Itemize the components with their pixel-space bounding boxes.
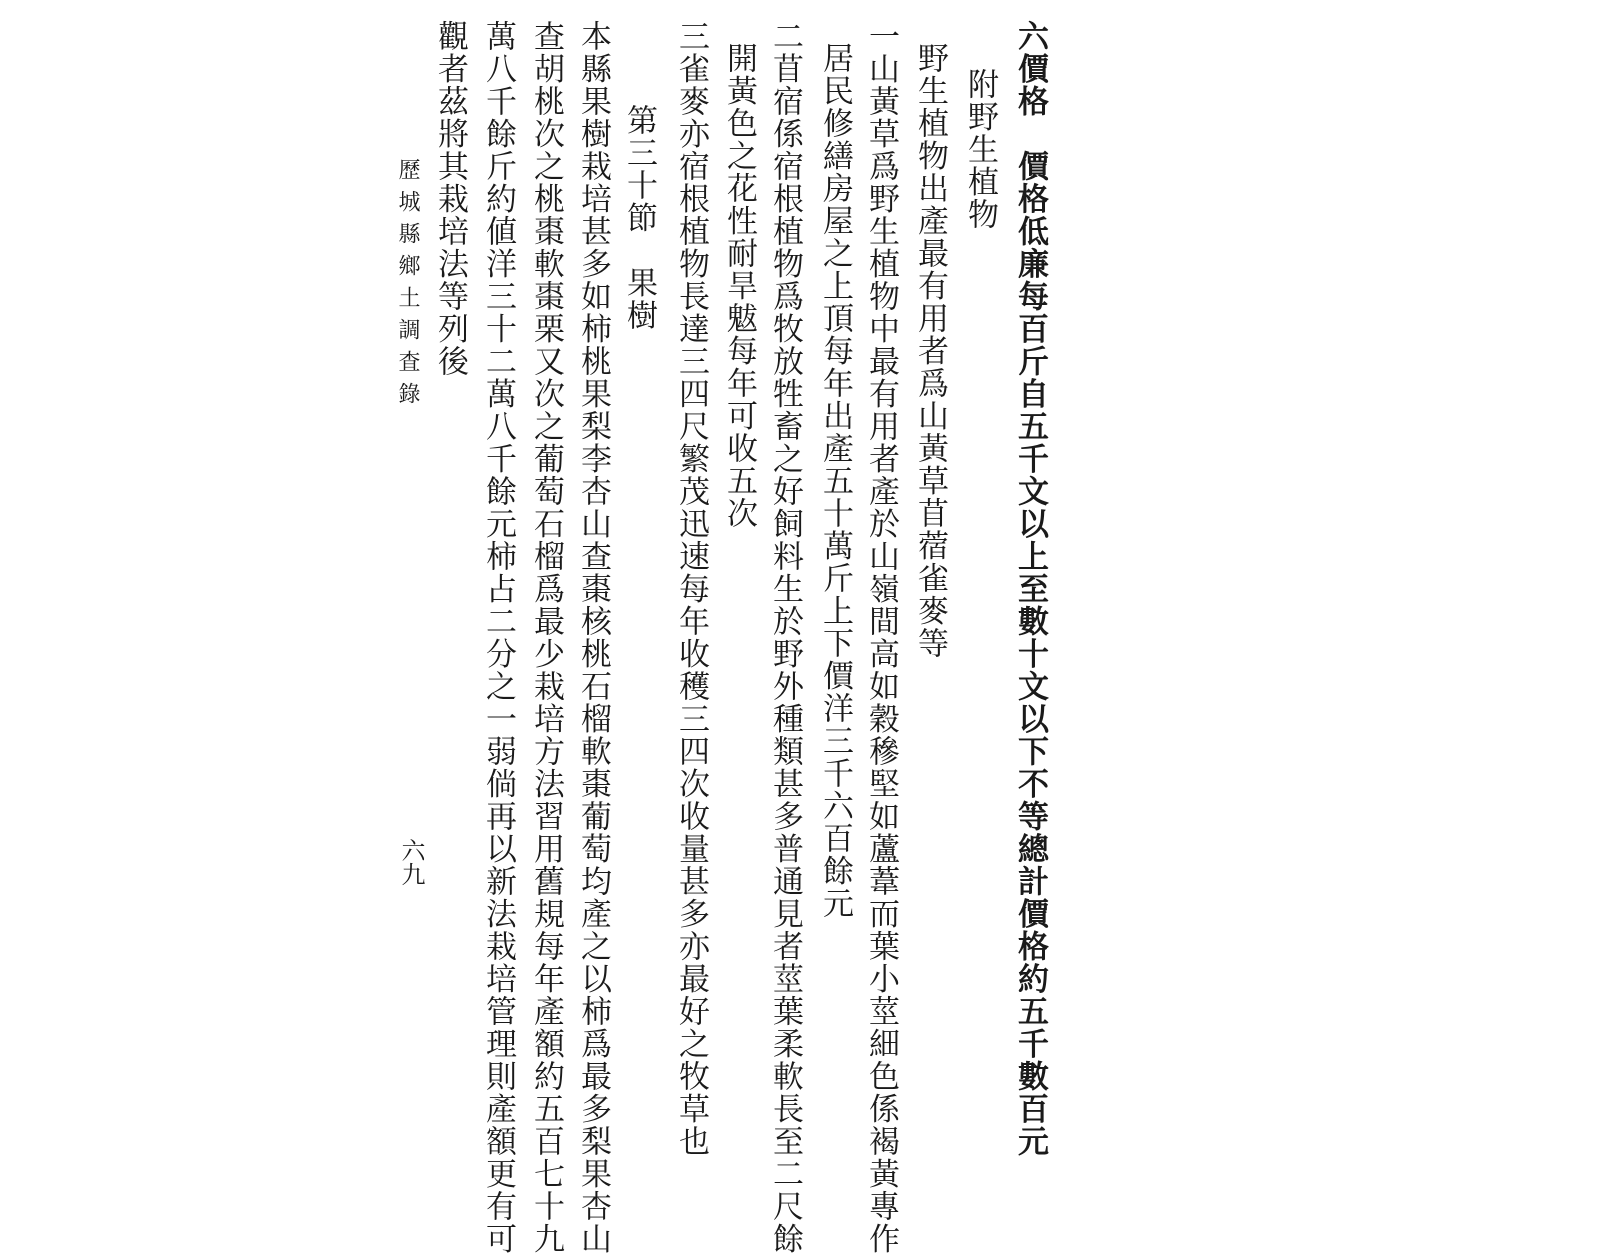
text-column-fruit-1: 本縣果樹栽培甚多如柿桃果梨李杏山查棗核桃石榴軟棗葡萄均產之以柿爲最多梨果杏山 [575,20,611,1255]
section-heading-fruit-trees: 第三十節 果樹 [621,104,657,332]
text-column-shanhuangcao: 一山黃草爲野生植物中最有用者產於山嶺間高如穀穇堅如蘆葦而葉小莖細色係褐黃專作 [863,20,899,1255]
text-column-wild-plants-intro: 野生植物出產最有用者爲山黃草苜蓿雀麥等 [912,42,948,660]
text-column-shanhuangcao-cont: 居民修繕房屋之上頂每年出產五十萬斤上下價洋三千六百餘元 [817,42,853,920]
text-column-fruit-3: 萬八千餘斤約値洋三十二萬八千餘元柿占二分之一弱倘再以新法栽培管理則產額更有可 [480,20,516,1255]
book-title-footer: 歷城縣鄉土調査錄 [395,158,420,414]
text-column-fruit-2: 查胡桃次之桃棗軟棗栗又次之葡萄石榴爲最少栽培方法習用舊規每年產額約五百七十九 [528,20,564,1255]
text-column-fruit-4: 觀者茲將其栽培法等列後 [432,20,468,378]
text-column-appendix-heading: 附野生植物 [962,68,998,231]
text-column-muxu-cont: 開黃色之花性耐旱魃每年可收五次 [721,42,757,530]
text-column-price: 六價格 價格低廉每百斤自五千文以上至數十文以下不等總計價格約五千數百元 [1012,20,1048,1158]
text-column-quemai: 三雀麥亦宿根植物長達三四尺繁茂迅速每年收穫三四次收量甚多亦最好之牧草也 [673,20,709,1158]
text-column-muxu: 二苜宿係宿根植物爲牧放牲畜之好飼料生於野外種類甚多普通見者莖葉柔軟長至二尺餘 [767,20,803,1255]
page-number: 六九 [397,838,425,886]
